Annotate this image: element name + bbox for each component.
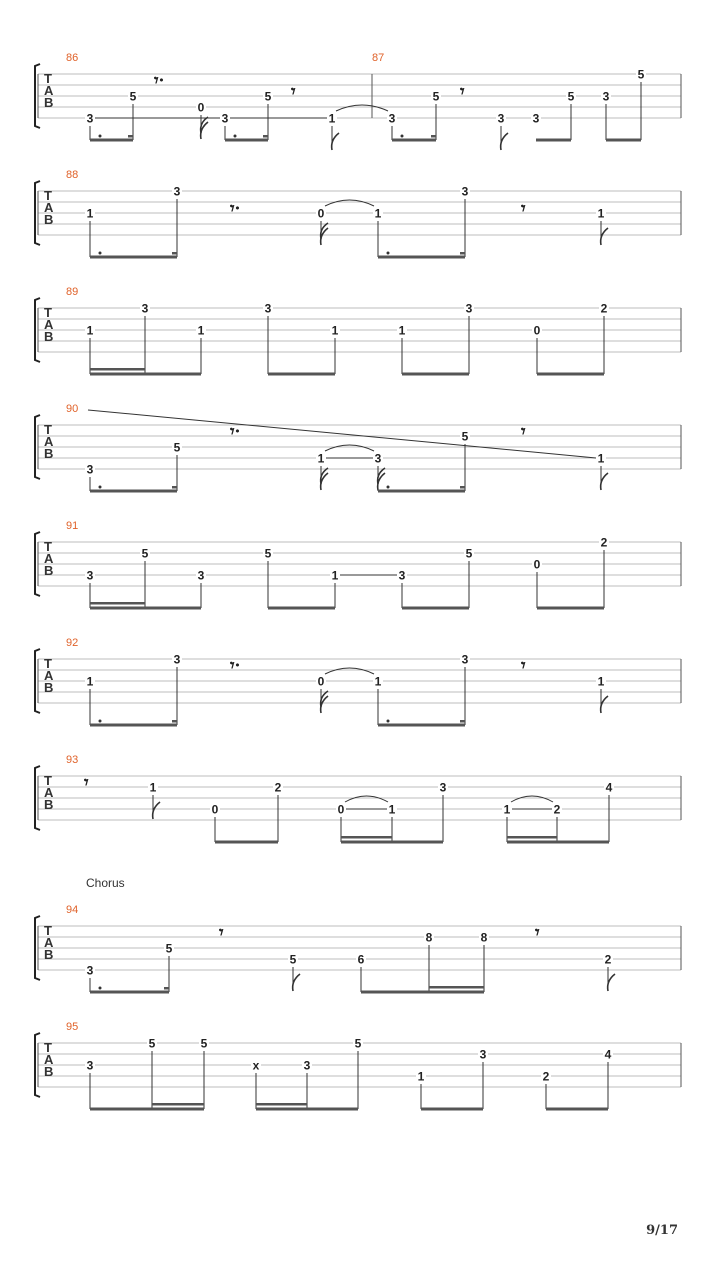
fret-number: 2 <box>604 952 612 967</box>
fret-number: 2 <box>542 1069 550 1084</box>
note-beam <box>507 841 609 844</box>
note-beam-secondary <box>507 836 557 839</box>
note-beam-stub <box>431 135 436 138</box>
tab-system <box>35 403 681 493</box>
section-label: Chorus <box>86 876 125 890</box>
note-beam-stub <box>460 486 465 489</box>
tab-clef-letter: T <box>44 71 52 86</box>
tab-clef-letter: T <box>44 305 52 320</box>
note-beam <box>546 1108 608 1111</box>
tab-clef-letter: B <box>44 95 54 110</box>
fret-number: 1 <box>417 1069 425 1084</box>
eighth-rest: 𝄾 <box>219 923 224 943</box>
note-beam <box>90 139 133 142</box>
slide-line <box>88 410 596 458</box>
tab-clef-letter: B <box>44 329 54 344</box>
fret-number: 0 <box>533 557 541 572</box>
fret-number: 2 <box>274 780 282 795</box>
tab-clef-letter: A <box>44 200 54 215</box>
note-flag <box>501 133 508 150</box>
note-beam <box>90 256 177 259</box>
fret-number: 1 <box>317 451 325 466</box>
tab-clef-letter: A <box>44 935 54 950</box>
note-beam <box>90 373 201 376</box>
fret-number: 5 <box>141 546 149 561</box>
note-flag <box>153 802 160 819</box>
fret-number: 1 <box>86 323 94 338</box>
fret-number: 5 <box>637 67 645 82</box>
fret-number: 3 <box>479 1047 487 1062</box>
note-beam <box>268 607 335 610</box>
fret-number: 3 <box>398 568 406 583</box>
fret-number: 3 <box>86 963 94 978</box>
note-flag <box>332 133 339 150</box>
measure-number: 92 <box>66 637 79 649</box>
note-beam <box>225 139 268 142</box>
fret-number: 3 <box>264 301 272 316</box>
note-beam-secondary <box>341 836 392 839</box>
tab-system <box>35 169 681 259</box>
fret-number: 5 <box>354 1036 362 1051</box>
note-beam <box>402 373 469 376</box>
duration-dot <box>234 135 237 138</box>
tab-clef-letter: A <box>44 317 54 332</box>
tab-clef-letter: A <box>44 551 54 566</box>
fret-number: 3 <box>221 111 229 126</box>
eighth-rest: 𝄾 <box>535 923 540 943</box>
fret-number: 3 <box>532 111 540 126</box>
fret-number: 3 <box>465 301 473 316</box>
tab-clef-letter: T <box>44 773 52 788</box>
tie-arc <box>325 668 374 674</box>
fret-number: 0 <box>533 323 541 338</box>
note-beam <box>378 490 465 493</box>
tie-arc <box>325 445 374 451</box>
tab-clef-letter: T <box>44 422 52 437</box>
measure-number: 95 <box>66 1021 79 1033</box>
fret-number: 4 <box>605 780 613 795</box>
fret-number: 1 <box>149 780 157 795</box>
fret-number: 0 <box>197 100 205 115</box>
tab-system <box>35 1021 681 1111</box>
fret-number: 2 <box>600 535 608 550</box>
fret-number: 1 <box>86 674 94 689</box>
duration-dot <box>387 720 390 723</box>
fret-number: 6 <box>357 952 365 967</box>
note-beam-stub <box>164 987 169 990</box>
fret-number: 1 <box>597 451 605 466</box>
note-beam <box>378 724 465 727</box>
measure-number: 87 <box>372 52 385 64</box>
note-beam <box>537 607 604 610</box>
fret-number: x <box>252 1058 260 1073</box>
fret-number: 3 <box>388 111 396 126</box>
eighth-rest: 𝄾 <box>521 422 526 442</box>
tab-clef-letter: A <box>44 1052 54 1067</box>
fret-number: 1 <box>388 802 396 817</box>
fret-number: 1 <box>374 674 382 689</box>
note-flag <box>601 473 608 490</box>
note-beam <box>392 139 436 142</box>
duration-dot <box>99 252 102 255</box>
eighth-rest: 𝄾 <box>521 656 526 676</box>
fret-number: 1 <box>331 323 339 338</box>
fret-number: 3 <box>439 780 447 795</box>
measure-number: 93 <box>66 754 79 766</box>
tab-clef-letter: B <box>44 563 54 578</box>
note-beam <box>421 1108 483 1111</box>
fret-number: 2 <box>553 802 561 817</box>
tab-clef-letter: B <box>44 947 54 962</box>
tab-clef-letter: T <box>44 656 52 671</box>
fret-number: 1 <box>331 568 339 583</box>
fret-number: 5 <box>264 89 272 104</box>
fret-number: 3 <box>173 652 181 667</box>
note-beam <box>90 607 201 610</box>
eighth-rest: 𝄾· <box>230 199 241 219</box>
duration-dot <box>401 135 404 138</box>
tab-system <box>35 52 681 150</box>
fret-number: 3 <box>461 184 469 199</box>
note-beam <box>90 991 169 994</box>
tie-arc <box>511 796 553 802</box>
fret-number: 3 <box>197 568 205 583</box>
tie-arc <box>336 105 388 111</box>
fret-number: 3 <box>86 1058 94 1073</box>
fret-number: 8 <box>425 930 433 945</box>
eighth-rest: 𝄾 <box>291 82 296 102</box>
fret-number: 3 <box>303 1058 311 1073</box>
tab-clef-letter: A <box>44 785 54 800</box>
fret-number: 5 <box>264 546 272 561</box>
eighth-rest: 𝄾· <box>154 71 165 91</box>
fret-number: 1 <box>597 674 605 689</box>
tab-system <box>35 286 681 376</box>
eighth-rest: 𝄾 <box>521 199 526 219</box>
fret-number: 0 <box>317 206 325 221</box>
fret-number: 5 <box>165 941 173 956</box>
note-beam-secondary <box>256 1103 307 1106</box>
tie-arc <box>325 200 374 206</box>
note-beam <box>215 841 278 844</box>
tab-system <box>35 754 681 844</box>
fret-number: 3 <box>86 462 94 477</box>
fret-number: 3 <box>602 89 610 104</box>
note-beam <box>536 139 571 142</box>
duration-dot <box>387 252 390 255</box>
note-beam-stub <box>172 486 177 489</box>
fret-number: 3 <box>86 568 94 583</box>
measure-number: 89 <box>66 286 79 298</box>
note-beam <box>402 607 469 610</box>
note-beam-secondary <box>152 1103 204 1106</box>
note-beam <box>378 256 465 259</box>
fret-number: 5 <box>432 89 440 104</box>
tab-system <box>35 876 681 994</box>
fret-number: 5 <box>461 429 469 444</box>
fret-number: 3 <box>461 652 469 667</box>
eighth-rest: 𝄾· <box>230 656 241 676</box>
note-beam-stub <box>460 252 465 255</box>
tab-clef-letter: A <box>44 434 54 449</box>
page-number: 9/17 <box>646 1223 678 1238</box>
fret-number: 5 <box>148 1036 156 1051</box>
fret-number: 1 <box>597 206 605 221</box>
fret-number: 1 <box>398 323 406 338</box>
tab-clef-letter: T <box>44 188 52 203</box>
note-beam <box>606 139 641 142</box>
tab-clef-letter: T <box>44 539 52 554</box>
tab-clef-letter: B <box>44 1064 54 1079</box>
fret-number: 1 <box>86 206 94 221</box>
tie-arc <box>345 796 388 802</box>
measure-number: 91 <box>66 520 79 532</box>
note-beam <box>90 724 177 727</box>
tab-clef-letter: A <box>44 668 54 683</box>
fret-number: 3 <box>86 111 94 126</box>
note-beam <box>90 1108 204 1111</box>
note-flag <box>601 228 608 245</box>
note-beam-secondary <box>90 368 145 371</box>
fret-number: 4 <box>604 1047 612 1062</box>
tab-clef-letter: A <box>44 83 54 98</box>
fret-number: 1 <box>503 802 511 817</box>
measure-number: 86 <box>66 52 79 64</box>
measure-number: 90 <box>66 403 79 415</box>
fret-number: 5 <box>173 440 181 455</box>
fret-number: 1 <box>197 323 205 338</box>
duration-dot <box>99 987 102 990</box>
fret-number: 3 <box>173 184 181 199</box>
eighth-rest: 𝄾 <box>84 773 89 793</box>
fret-number: 5 <box>567 89 575 104</box>
fret-number: 1 <box>328 111 336 126</box>
fret-number: 5 <box>465 546 473 561</box>
note-beam <box>256 1108 358 1111</box>
eighth-rest: 𝄾· <box>230 422 241 442</box>
note-flag <box>601 696 608 713</box>
fret-number: 0 <box>317 674 325 689</box>
tab-system <box>35 520 681 610</box>
note-beam-stub <box>172 720 177 723</box>
fret-number: 3 <box>374 451 382 466</box>
note-beam <box>361 991 484 994</box>
tab-clef-letter: T <box>44 1040 52 1055</box>
fret-number: 0 <box>337 802 345 817</box>
duration-dot <box>99 486 102 489</box>
fret-number: 5 <box>200 1036 208 1051</box>
fret-number: 3 <box>497 111 505 126</box>
fret-number: 3 <box>141 301 149 316</box>
tab-clef-letter: B <box>44 680 54 695</box>
tab-clef-letter: T <box>44 923 52 938</box>
tab-clef-letter: B <box>44 212 54 227</box>
note-beam-stub <box>460 720 465 723</box>
fret-number: 1 <box>374 206 382 221</box>
note-beam-stub <box>172 252 177 255</box>
measure-number: 88 <box>66 169 79 181</box>
measure-number: 94 <box>66 904 79 916</box>
fret-number: 5 <box>289 952 297 967</box>
note-flag <box>293 974 300 991</box>
fret-number: 0 <box>211 802 219 817</box>
note-beam <box>537 373 604 376</box>
tab-system <box>35 637 681 727</box>
note-beam-secondary <box>429 986 484 989</box>
note-beam <box>90 490 177 493</box>
note-beam-stub <box>128 135 133 138</box>
duration-dot <box>387 486 390 489</box>
note-flag <box>608 974 615 991</box>
duration-dot <box>99 135 102 138</box>
eighth-rest: 𝄾 <box>460 82 465 102</box>
note-beam-stub <box>263 135 268 138</box>
note-beam-secondary <box>90 602 145 605</box>
note-beam <box>341 841 443 844</box>
fret-number: 2 <box>600 301 608 316</box>
duration-dot <box>99 720 102 723</box>
tab-clef-letter: B <box>44 446 54 461</box>
note-beam <box>268 373 335 376</box>
tab-clef-letter: B <box>44 797 54 812</box>
fret-number: 8 <box>480 930 488 945</box>
fret-number: 5 <box>129 89 137 104</box>
